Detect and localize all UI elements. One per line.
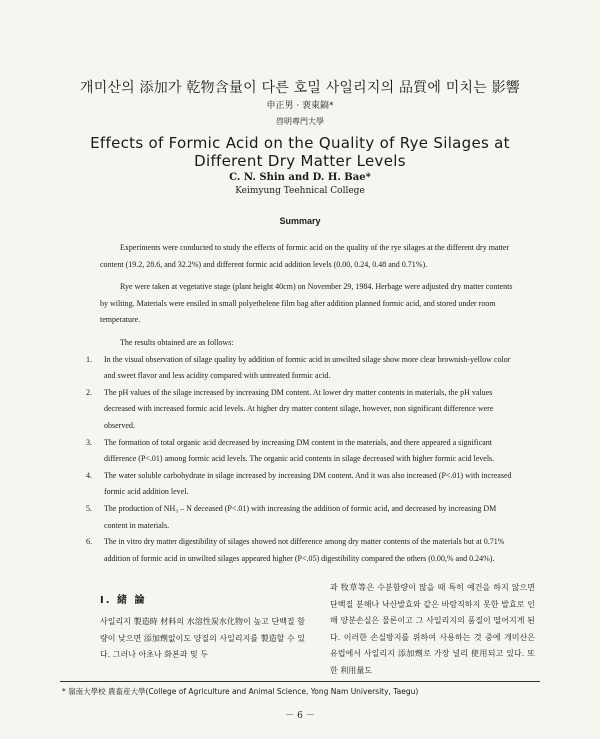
english-title: Effects of Formic Acid on the Quality of Rye Silages at Different Dry Matter Levels: [90, 134, 510, 170]
korean-title: 개미산의 添加가 乾物含量이 다른 호밀 사일리지의 品質에 미치는 影響: [80, 80, 520, 96]
result-text: The production of NH₃ – N deceased (P<.01) with increasing the addition of formic acid, and decreased by increasing DM content in materials.: [104, 503, 497, 530]
result-number: 6.: [86, 537, 92, 547]
summary-paragraph: Experiments were conducted to study the effects of formic acid on the quality of the rye silages at the different dry matter content (19.2, 28.6, and 32.2%) and different formic acid addition levels (0.00, 0.24, 0.48 and 0.71%).: [100, 243, 510, 269]
footnote: * 嶺南大學校 農畜産大學(College of Agriculture and Animal Science, Yong Nam University, Taegu): [62, 687, 419, 696]
result-item: [86, 468, 520, 501]
summary-heading: Summary: [279, 216, 321, 226]
result-number: 3.: [86, 437, 92, 447]
result-number: 2.: [86, 387, 92, 397]
footnote-rule: [60, 681, 540, 682]
page-number: － 6 －: [285, 711, 315, 721]
result-text: The formation of total organic acid decreased by increasing DM content in the materials, and there appeared a significant difference (P<.01) among formic acid levels. The organic acid contents in silage decreased with higher formic acid levels.: [104, 437, 495, 464]
section-heading-introduction: I. 緒 論: [100, 595, 147, 606]
result-number: 5.: [86, 503, 92, 513]
result-text: The water soluble carbohydrate in silage increased by increasing DM content. And it was also increased (P<.01) with increased formic acid addition level.: [104, 470, 512, 497]
english-authors: C. N. Shin and D. H. Bae*: [229, 172, 371, 183]
summary-paragraph: The results obtained are as follows:: [120, 337, 234, 347]
result-text: In the visual observation of silage quality by addition of formic acid in unwilted silage show more clear brownish-yellow color and sweet flavor and less acidity compared with untreated formic acid.: [104, 354, 511, 381]
introduction-text: 과 牧草等은 수분함량이 많을 때 특히 예건을 하지 않으면 단백질 분해나 낙산발효와 같은 바람직하지 못한 발효로 인해 양분손실은 물론이고 그 사일리지의 품질이 떨어지게 된다. 이러한 손실방지를 위하여 사용하는 것 중에 개미산은 유럽에서 사일리지 添加劑로 가장 널리 使用되고 있다. 또한 利用量도: [330, 583, 535, 675]
english-affiliation: Keimyung Teehnical College: [235, 186, 365, 196]
result-item: [86, 435, 520, 468]
result-item: [86, 534, 520, 567]
result-text: The pH values of the silage increased by increasing DM content. At lower dry matter contents in materials, the pH values decreased with increased formic acid levels. At higher dry matter content silage, however, non significant difference were observed.: [104, 387, 494, 430]
result-item: [86, 501, 520, 534]
korean-authors: 申正男 · 裵東鎬*: [266, 101, 334, 111]
summary-paragraph: Rye were taken at vegetative stage (plant height 40cm) on November 29, 1984. Herbage were adjusted dry matter contents by wilting. Materials were ensiled in small polyethelene film bag after addition planned formic acid, and stored under room temperature.: [100, 282, 513, 325]
result-item: [86, 385, 520, 435]
summary-body: [86, 240, 520, 567]
introduction-text: 사일리지 製造時 材料의 水溶性炭水化物이 높고 단백질 함량이 낮으면 添加劑없이도 양질의 사일리지를 製造할 수 있다. 그러나 아초나 화본과 및 두: [100, 617, 305, 659]
result-number: 1.: [86, 354, 92, 364]
result-number: 4.: [86, 470, 92, 480]
result-item: [86, 352, 520, 385]
introduction-left-column: [100, 614, 305, 664]
korean-affiliation: 啓明專門大學: [276, 117, 324, 126]
introduction-right-column: [330, 580, 535, 679]
result-text: The in vitro dry matter digestibility of silages showed not difference among dry matter contents of the materials but at 0.71% addition of formic acid in unwilted silages appeared higher (P<.05) digestibility compared the others (0.00,% and 0.24%).: [104, 537, 505, 563]
